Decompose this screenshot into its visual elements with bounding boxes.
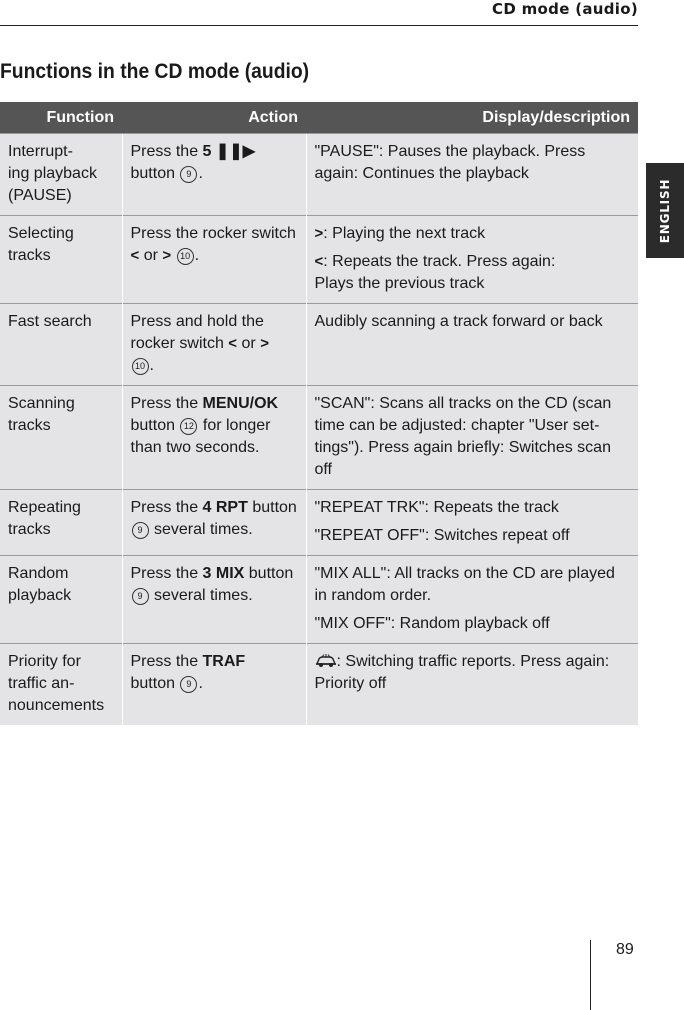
action-text: button [130,675,180,692]
action-text: Press the [130,653,203,670]
description-text: Audibly scanning a track forward or back [314,313,603,330]
description-cell [306,216,638,304]
rocker-left-icon: < [314,253,324,270]
action-text: Press the [130,395,203,412]
action-text: button [244,565,294,582]
action-cell [122,644,306,726]
description-text: "PAUSE": Pauses the playback. Press again: Continues the playback [314,143,586,182]
action-text: several times. [149,521,253,538]
key-menu-ok: MENU/OK [202,395,279,412]
function-text: Selecting [8,225,74,242]
description-text: "MIX OFF": Random playback off [314,615,550,632]
action-cell [122,386,306,490]
action-text: button [130,417,180,434]
reference-number-icon: 10 [177,248,194,265]
action-text: than two seconds. [130,439,260,456]
function-cell [0,134,122,216]
function-text: playback [8,587,72,604]
functions-table [0,102,638,725]
function-text: tracks [8,521,51,538]
table-row [0,304,638,386]
rocker-right-icon: > [162,247,172,264]
function-cell [0,644,122,726]
column-header-description: Display/description [306,102,638,134]
rocker-right-icon: > [314,225,324,242]
function-text: Priority for [8,653,81,670]
action-text: button [247,499,297,516]
action-text: Press the [130,143,203,160]
reference-number-icon: 12 [180,418,197,435]
description-cell [306,644,638,726]
function-cell [0,304,122,386]
table-row [0,490,638,556]
description-cell [306,490,638,556]
description-text: "REPEAT TRK": Repeats the track [314,499,559,516]
description-cell [306,134,638,216]
action-text: rocker switch [130,335,229,352]
action-text: or [139,247,163,264]
action-text: or [237,335,261,352]
function-text: nouncements [8,697,105,714]
function-text: (PAUSE) [8,187,72,204]
action-text: . [149,357,154,374]
section-title: Functions in the CD mode (audio) [0,60,310,83]
language-tab [646,163,684,258]
column-header-action: Action [122,102,306,134]
table-header-row [0,102,638,134]
action-cell [122,134,306,216]
key-3-mix: 3 MIX [202,565,245,582]
description-cell [306,556,638,644]
function-text: Fast search [8,313,92,330]
action-text: for longer [198,417,271,434]
function-cell [0,216,122,304]
table-row [0,134,638,216]
function-cell [0,386,122,490]
action-cell [122,216,306,304]
rocker-left-icon: < [130,247,140,264]
action-text: . [198,675,203,692]
description-text: Plays the previous track [314,275,485,292]
description-text: "SCAN": Scans all tracks on the CD (scan time can be adjusted: chapter "User set-tings"). Press again briefly: Switches scan off [314,395,612,478]
function-text: tracks [8,247,51,264]
description-text: "REPEAT OFF": Switches repeat off [314,527,570,544]
key-5-pause: 5 ❚❚▶ [202,143,255,160]
description-text: "MIX ALL": All tracks on the CD are played in random order. [314,565,615,604]
function-text: tracks [8,417,51,434]
traffic-car-icon [315,654,337,668]
table-row [0,386,638,490]
rocker-left-icon: < [228,335,238,352]
function-text: Random [8,565,69,582]
page-header [0,0,638,26]
function-text: Interrupt- [8,143,73,160]
function-cell [0,490,122,556]
reference-number-icon: 9 [180,166,197,183]
description-cell [306,386,638,490]
action-cell [122,304,306,386]
reference-number-icon: 9 [132,522,149,539]
action-text: . [198,165,203,182]
description-text: : Repeats the track. Press again: [323,253,556,270]
description-text: : Playing the next track [323,225,486,242]
header-title: CD mode (audio) [492,0,638,18]
function-text: traffic an- [8,675,75,692]
action-text: . [194,247,200,264]
description-cell [306,304,638,386]
table-row [0,216,638,304]
action-text: Press the [130,499,203,516]
description-text: : Switching traffic reports. Press again: Priority off [314,653,610,692]
action-cell [122,490,306,556]
reference-number-icon: 9 [180,676,197,693]
action-text: button [130,165,180,182]
action-text: Press the rocker switch [130,225,296,242]
function-text: Repeating [8,499,81,516]
action-text: several times. [149,587,253,604]
key-4-rpt: 4 RPT [202,499,248,516]
language-tab-label: ENGLISH [658,178,672,243]
key-traf: TRAF [202,653,246,670]
page-number-divider [590,940,591,1010]
page-number: 89 [616,941,634,958]
column-header-function: Function [0,102,122,134]
function-cell [0,556,122,644]
action-text: Press the [130,565,203,582]
table-row [0,644,638,726]
function-text: Scanning [8,395,75,412]
action-cell [122,556,306,644]
function-text: ing playback [8,165,97,182]
reference-number-icon: 10 [132,358,149,375]
action-text: Press and hold the [130,313,264,330]
reference-number-icon: 9 [132,588,149,605]
rocker-right-icon: > [260,335,269,352]
table-row [0,556,638,644]
